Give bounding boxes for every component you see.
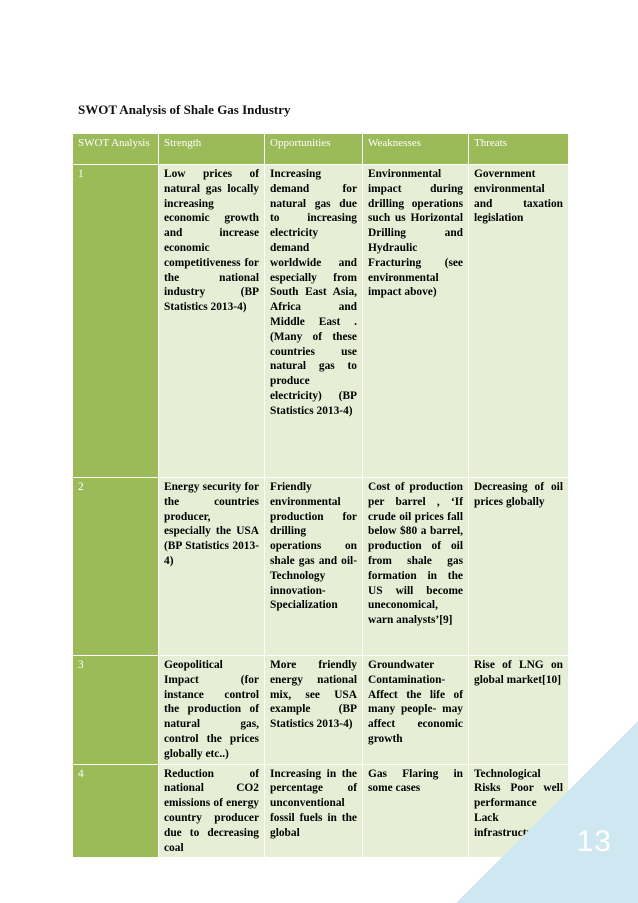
table-row bbox=[73, 478, 569, 656]
strength-cell: Geopolitical Impact (for instance control the production of natural gas, control the prices globally etc..) bbox=[159, 656, 265, 765]
opportunities-cell: Increasing demand for natural gas due to increasing electricity demand worldwide and especially from South East Asia, Africa and Middle East . (Many of these countries use natural gas to produce electricity) (BP Statistics 2013-4) bbox=[265, 165, 363, 478]
header-strength: Strength bbox=[159, 134, 265, 165]
strength-cell: Reduction of national CO2 emissions of energy country producer due to decreasing coal bbox=[159, 764, 265, 858]
weaknesses-cell: Cost of production per barrel , ‘If crude oil prices fall below $80 a barrel, production of oil from shale gas formation in the US will become uneconomical, warn analysts’[9] bbox=[363, 478, 469, 656]
row-number: 1 bbox=[73, 165, 159, 478]
table-header-row bbox=[73, 134, 569, 165]
row-number: 2 bbox=[73, 478, 159, 656]
strength-cell: Energy security for the countries producer, especially the USA (BP Statistics 2013-4) bbox=[159, 478, 265, 656]
opportunities-cell: Increasing in the percentage of unconventional fossil fuels in the global bbox=[265, 764, 363, 858]
row-number: 3 bbox=[73, 656, 159, 765]
header-swot-analysis: SWOT Analysis bbox=[73, 134, 159, 165]
document-title: SWOT Analysis of Shale Gas Industry bbox=[78, 102, 291, 117]
weaknesses-cell: Gas Flaring in some cases bbox=[363, 764, 469, 858]
weaknesses-cell: Environmental impact during drilling operations such us Horizontal Drilling and Hydraulic Fracturing (see environmental impact above) bbox=[363, 165, 469, 478]
page-number: 13 bbox=[576, 825, 612, 858]
weaknesses-cell: Groundwater Contamination- Affect the life of many people- may affect economic growth bbox=[363, 656, 469, 765]
strength-cell: Low prices of natural gas locally increasing economic growth and increase economic competitiveness for the national industry (BP Statistics 2013-4) bbox=[159, 165, 265, 478]
header-opportunities: Opportunities bbox=[265, 134, 363, 165]
threats-cell: Rise of LNG on global market[10] bbox=[469, 656, 569, 765]
row-number: 4 bbox=[73, 764, 159, 858]
threats-cell: Technological Risks Poor well performance Lack of infrastructure bbox=[469, 764, 569, 858]
header-threats: Threats bbox=[469, 134, 569, 165]
header-weaknesses: Weaknesses bbox=[363, 134, 469, 165]
threats-cell: Government environmental and taxation legislation bbox=[469, 165, 569, 478]
opportunities-cell: Friendly environmental production for drilling operations on shale gas and oil- Technology innovation- Specialization bbox=[265, 478, 363, 656]
threats-cell: Decreasing of oil prices globally bbox=[469, 478, 569, 656]
corner-triangle-decoration bbox=[456, 721, 638, 903]
opportunities-cell: More friendly energy national mix, see USA example (BP Statistics 2013-4) bbox=[265, 656, 363, 765]
table-row bbox=[73, 165, 569, 478]
